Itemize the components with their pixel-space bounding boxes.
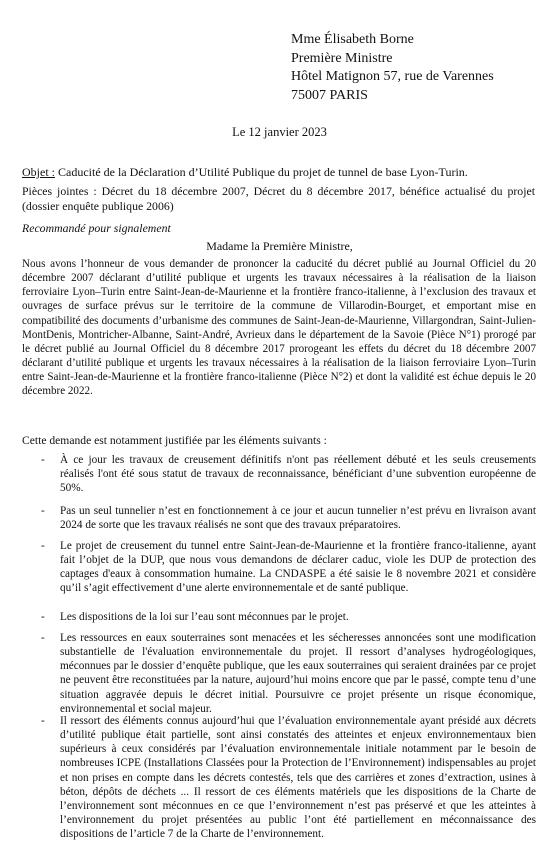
list-item-text: Pas un seul tunnelier n’est en fonctionnement à ce jour et aucun tunnelier n’est prévu en livraison avant 2024 de sorte que les travaux réalisés ne sont que des travaux préparatoires. xyxy=(60,505,536,532)
list-item-text: Le projet de creusement du tunnel entre Saint-Jean-de-Maurienne et la frontière franco-italienne, ayant fait l’objet de la DUP, que nous vous demandons de déclarer caduc, viole les DUP de protection des captages d'eaux à consommation humaine. La CNDASPE a été saisie le 8 novembre 2021 et considère qu’il s’agit effectivement d’une alerte environnementale et de santé publique. xyxy=(60,540,536,595)
bullet-dash: - xyxy=(41,505,45,517)
list-item xyxy=(22,504,536,532)
recipient-city: 75007 PARIS xyxy=(291,87,368,103)
list-item xyxy=(22,539,536,596)
subject-text: Caducité de la Déclaration d’Utilité Publique du projet de tunnel de base Lyon-Turin. xyxy=(55,165,468,179)
list-item xyxy=(22,631,536,716)
registered-mail-note: Recommandé pour signalement xyxy=(22,221,171,235)
recipient-title: Première Ministre xyxy=(291,50,393,66)
bullet-dash: - xyxy=(41,715,45,727)
list-item-text: Les ressources en eaux souterraines sont menacées et les sécheresses annoncées sont une modification substantielle de l'évaluation environnementale du projet. Il ressort d’analyses hydrogéologiques, méconnues par le dossier d’enquête publique, que les eaux souterraines qui seraient drainées par ce projet ne peuvent être reconstituées par la nature, aujourd’hui moins encore que par le passé, compte tenu d’une situation aggravée depuis le décret initial. Poursuivre ce projet présente un risque économique, environnemental et social majeur. xyxy=(60,632,536,715)
bullet-dash: - xyxy=(41,540,45,552)
salutation: Madame la Première Ministre, xyxy=(206,239,353,253)
bullet-dash: - xyxy=(41,454,45,466)
justification-lead: Cette demande est notamment justifiée par les éléments suivants : xyxy=(22,434,327,447)
letter-date: Le 12 janvier 2023 xyxy=(232,125,327,139)
recipient-name: Mme Élisabeth Borne xyxy=(291,32,414,47)
attachments-line: Pièces jointes : Décret du 18 décembre 2007, Décret du 8 décembre 2017, bénéfice actualisé du projet (dossier enquête publique 2006) xyxy=(22,184,535,213)
list-item xyxy=(22,453,536,495)
intro-paragraph: Nous avons l’honneur de vous demander de prononcer la caducité du décret publié au Journal Officiel du 20 décembre 2007 déclarant d’utilité publique et urgents les travaux nécessaires à la réalisation de la liaison ferroviaire Lyon–Turin entre Saint-Jean-de-Maurienne et la frontière franco-italienne, à l’exclusion des travaux et ouvrages de surface prévus sur le territoire de la commune de Villarodin-Bourget, et emportant mise en compatibilité des documents d’urbanisme des communes de Saint-Jean-de-Maurienne, Villargondran, Saint-Julien-MontDenis, Montricher-Albanne, Saint-André, Avrieux dans le département de la Savoie (Pièce N°1) prorogé par le décret publié au Journal Officiel du 8 décembre 2017 prorogeant les effets du décret du 18 décembre 2007 déclarant d’utilité publique et urgents les travaux nécessaires à la réalisation de la liaison ferroviaire Lyon–Turin entre Saint-Jean-de-Maurienne et la frontière franco-italienne (Pièce N°2) et dont la validité est échue depuis le 20 décembre 2022. xyxy=(22,258,536,398)
list-item-text: Les dispositions de la loi sur l’eau sont méconnues par le projet. xyxy=(60,611,349,623)
list-item xyxy=(22,714,536,841)
bullet-dash: - xyxy=(41,611,45,623)
list-item-text: À ce jour les travaux de creusement définitifs n'ont pas réellement débuté et les seuls creusements réalisés l'ont été sous statut de travaux de reconnaissance, bénéficiant d’une subvention européenne de 50%. xyxy=(60,454,536,495)
list-item-text: Il ressort des éléments connus aujourd’hui que l’évaluation environnementale ayant présidé aux décrets d’utilité publique était partielle, sont ainsi constatés des atteintes et enjeux environnementaux bien supérieurs à ceux considérés par l’évaluation environnementale initiale notamment par le besoin de nombreuses ICPE (Installations Classées pour la Protection de l’Environnement) indispensables au projet et non prises en compte dans les décrets contestés, tels que des carrières et zones d’extraction, usines à béton, dépôts de déchets ... Il ressort de ces éléments matériels que les dispositions de la Charte de l’environnement sont méconnues en ce que l’environnement n’est pas préservé et que les atteintes à l’environnement du projet présentées au public l’ont été partiellement en méconnaissance des dispositions de l’article 7 de la Charte de l’environnement. xyxy=(60,715,536,841)
subject-line xyxy=(22,165,537,180)
bullet-dash: - xyxy=(41,632,45,644)
recipient-address: Hôtel Matignon 57, rue de Varennes xyxy=(291,69,494,84)
subject-label: Objet : xyxy=(22,165,55,179)
list-item xyxy=(22,610,536,624)
recipient-block xyxy=(291,31,494,105)
